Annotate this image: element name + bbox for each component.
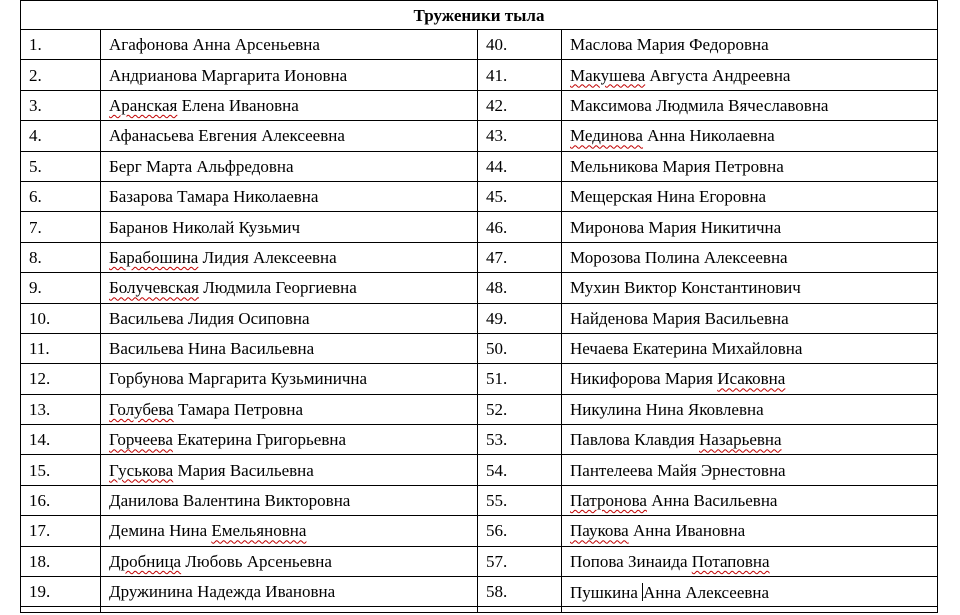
name-text: Демина Нина	[109, 521, 212, 541]
person-name-left[interactable]	[101, 90, 478, 120]
name-text: Августа Андреевна	[645, 65, 791, 85]
person-name-left[interactable]	[101, 30, 478, 60]
name-text: Нечаева Екатерина Михайловна	[570, 339, 803, 359]
row-number-left: 8.	[21, 242, 101, 272]
person-name-left[interactable]	[101, 212, 478, 242]
name-text: Любовь Арсеньевна	[181, 551, 332, 571]
person-name-right[interactable]	[562, 121, 938, 151]
name-text: Мельникова Мария Петровна	[570, 156, 784, 176]
name-text: Максимова Людмила Вячеславовна	[570, 95, 829, 115]
row-number-right: 44.	[478, 151, 562, 181]
spellcheck-word: Болучевская	[109, 278, 199, 298]
person-name-right[interactable]	[562, 485, 938, 515]
name-text: Пантелеева Майя Эрнестовна	[570, 460, 786, 480]
person-name-left[interactable]	[101, 303, 478, 333]
row-number-left: 12.	[21, 364, 101, 394]
table-row	[21, 425, 938, 455]
name-text: Анна Васильевна	[646, 491, 778, 511]
spellcheck-word: Патронова	[570, 491, 647, 511]
name-text: Пушкина	[570, 582, 643, 602]
workers-table	[20, 0, 938, 613]
row-number-right: 40.	[478, 30, 562, 60]
person-name-right[interactable]	[562, 364, 938, 394]
name-text: Анна Ивановна	[628, 521, 746, 541]
spellcheck-word: Емельяновна	[211, 521, 307, 541]
row-number-right: 54.	[478, 455, 562, 485]
name-text: Данилова Валентина Викторовна	[109, 491, 351, 511]
table-row	[21, 577, 938, 607]
name-text: Берг Марта Альфредовна	[109, 156, 294, 176]
spellcheck-word: Голубева	[109, 399, 174, 419]
table-row	[21, 273, 938, 303]
person-name-right[interactable]	[562, 242, 938, 272]
person-name-right[interactable]	[562, 60, 938, 90]
table-row	[21, 60, 938, 90]
name-text: Васильева Лидия Осиповна	[109, 308, 310, 328]
spellcheck-word: Мединова	[570, 126, 643, 146]
row-number-left: 6.	[21, 181, 101, 211]
empty-cell	[101, 607, 478, 613]
person-name-left[interactable]	[101, 516, 478, 546]
name-text: Базарова Тамара Николаевна	[109, 187, 319, 207]
spellcheck-word: Назарьевна	[699, 430, 782, 450]
row-number-right: 51.	[478, 364, 562, 394]
row-number-right: 42.	[478, 90, 562, 120]
table-row	[21, 151, 938, 181]
name-text: Агафонова Анна Арсеньевна	[109, 35, 320, 55]
row-number-left: 14.	[21, 425, 101, 455]
person-name-left[interactable]	[101, 577, 478, 607]
empty-cell	[562, 607, 938, 613]
name-text: Афанасьева Евгения Алексеевна	[109, 126, 345, 146]
row-number-left: 7.	[21, 212, 101, 242]
table-row	[21, 455, 938, 485]
row-number-right: 49.	[478, 303, 562, 333]
spellcheck-word: Барабошина	[109, 247, 199, 267]
row-number-right: 56.	[478, 516, 562, 546]
spellcheck-word: Паукова	[570, 521, 629, 541]
person-name-right[interactable]	[562, 455, 938, 485]
table-row	[21, 546, 938, 576]
spellcheck-word: Аранская	[109, 95, 178, 115]
name-text: Екатерина Григорьевна	[172, 430, 346, 450]
row-number-left: 16.	[21, 485, 101, 515]
person-name-left[interactable]	[101, 485, 478, 515]
spellcheck-word: Дробница	[109, 551, 182, 571]
spellcheck-word: Макушева	[570, 65, 646, 85]
person-name-right[interactable]	[562, 151, 938, 181]
row-number-left: 1.	[21, 30, 101, 60]
person-name-right[interactable]	[562, 394, 938, 424]
empty-cell	[478, 607, 562, 613]
row-number-left: 2.	[21, 60, 101, 90]
row-number-right: 57.	[478, 546, 562, 576]
row-number-left: 9.	[21, 273, 101, 303]
person-name-right[interactable]	[562, 181, 938, 211]
row-number-left: 18.	[21, 546, 101, 576]
table-row-partial	[21, 607, 938, 613]
name-text: Анна Николаевна	[642, 126, 775, 146]
person-name-left[interactable]	[101, 60, 478, 90]
name-text: Лидия Алексеевна	[198, 247, 337, 267]
name-text: Мещерская Нина Егоровна	[570, 187, 767, 207]
row-number-left: 4.	[21, 121, 101, 151]
name-text: Морозова Полина Алексеевна	[570, 247, 788, 267]
row-number-right: 46.	[478, 212, 562, 242]
person-name-left[interactable]	[101, 364, 478, 394]
row-number-left: 19.	[21, 577, 101, 607]
row-number-right: 48.	[478, 273, 562, 303]
row-number-left: 5.	[21, 151, 101, 181]
name-text: Дружинина Надежда Ивановна	[109, 582, 336, 602]
person-name-right[interactable]	[562, 273, 938, 303]
name-text: Попова Зинаида	[570, 551, 692, 571]
table-row	[21, 181, 938, 211]
row-number-right: 55.	[478, 485, 562, 515]
name-text: Миронова Мария Никитична	[570, 217, 782, 237]
name-text: Баранов Николай Кузьмич	[109, 217, 301, 237]
table-row	[21, 30, 938, 60]
name-text: Мария Васильевна	[173, 460, 314, 480]
table-row	[21, 121, 938, 151]
table-row	[21, 485, 938, 515]
name-text: Анна Алексеевна	[643, 582, 770, 602]
name-text: Никулина Нина Яковлевна	[570, 399, 764, 419]
name-text: Елена Ивановна	[177, 95, 299, 115]
table-row	[21, 516, 938, 546]
row-number-right: 41.	[478, 60, 562, 90]
row-number-left: 13.	[21, 394, 101, 424]
spellcheck-word: Горчеева	[109, 430, 173, 450]
row-number-right: 53.	[478, 425, 562, 455]
row-number-left: 3.	[21, 90, 101, 120]
table-row	[21, 303, 938, 333]
person-name-left[interactable]	[101, 546, 478, 576]
spellcheck-word: Исаковна	[717, 369, 786, 389]
table-header-row	[21, 1, 938, 30]
person-name-left[interactable]	[101, 425, 478, 455]
person-name-left[interactable]	[101, 121, 478, 151]
person-name-right[interactable]	[562, 90, 938, 120]
table-row	[21, 242, 938, 272]
table-title: Труженики тыла	[21, 1, 938, 30]
row-number-right: 45.	[478, 181, 562, 211]
row-number-left: 17.	[21, 516, 101, 546]
name-text: Васильева Нина Васильевна	[109, 339, 315, 359]
person-name-left[interactable]	[101, 394, 478, 424]
row-number-right: 58.	[478, 577, 562, 607]
person-name-right[interactable]	[562, 425, 938, 455]
name-text: Людмила Георгиевна	[198, 278, 357, 298]
name-text: Тамара Петровна	[173, 399, 304, 419]
spellcheck-word: Потаповна	[691, 551, 770, 571]
table-row	[21, 90, 938, 120]
person-name-right[interactable]	[562, 546, 938, 576]
person-name-left[interactable]	[101, 455, 478, 485]
name-text: Горбунова Маргарита Кузьминична	[109, 369, 368, 389]
table-row	[21, 212, 938, 242]
name-text: Мухин Виктор Константинович	[570, 278, 801, 298]
person-name-left[interactable]	[101, 333, 478, 363]
row-number-right: 52.	[478, 394, 562, 424]
name-text: Никифорова Мария	[570, 369, 718, 389]
person-name-right[interactable]	[562, 303, 938, 333]
row-number-left: 11.	[21, 333, 101, 363]
spellcheck-word: Гуськова	[109, 460, 174, 480]
person-name-left[interactable]	[101, 242, 478, 272]
row-number-left: 15.	[21, 455, 101, 485]
table-row	[21, 364, 938, 394]
table-row	[21, 394, 938, 424]
person-name-right[interactable]	[562, 30, 938, 60]
table-body	[21, 1, 938, 613]
empty-cell	[21, 607, 101, 613]
row-number-left: 10.	[21, 303, 101, 333]
row-number-right: 50.	[478, 333, 562, 363]
name-text: Маслова Мария Федоровна	[570, 35, 769, 55]
person-name-right[interactable]	[562, 516, 938, 546]
name-text: Найденова Мария Васильевна	[570, 308, 789, 328]
row-number-right: 43.	[478, 121, 562, 151]
name-text: Павлова Клавдия	[570, 430, 699, 450]
row-number-right: 47.	[478, 242, 562, 272]
person-name-left[interactable]	[101, 151, 478, 181]
person-name-right[interactable]	[562, 577, 938, 607]
person-name-left[interactable]	[101, 273, 478, 303]
name-text: Андрианова Маргарита Ионовна	[109, 65, 348, 85]
person-name-right[interactable]	[562, 212, 938, 242]
person-name-left[interactable]	[101, 181, 478, 211]
table-row	[21, 333, 938, 363]
person-name-right[interactable]	[562, 333, 938, 363]
